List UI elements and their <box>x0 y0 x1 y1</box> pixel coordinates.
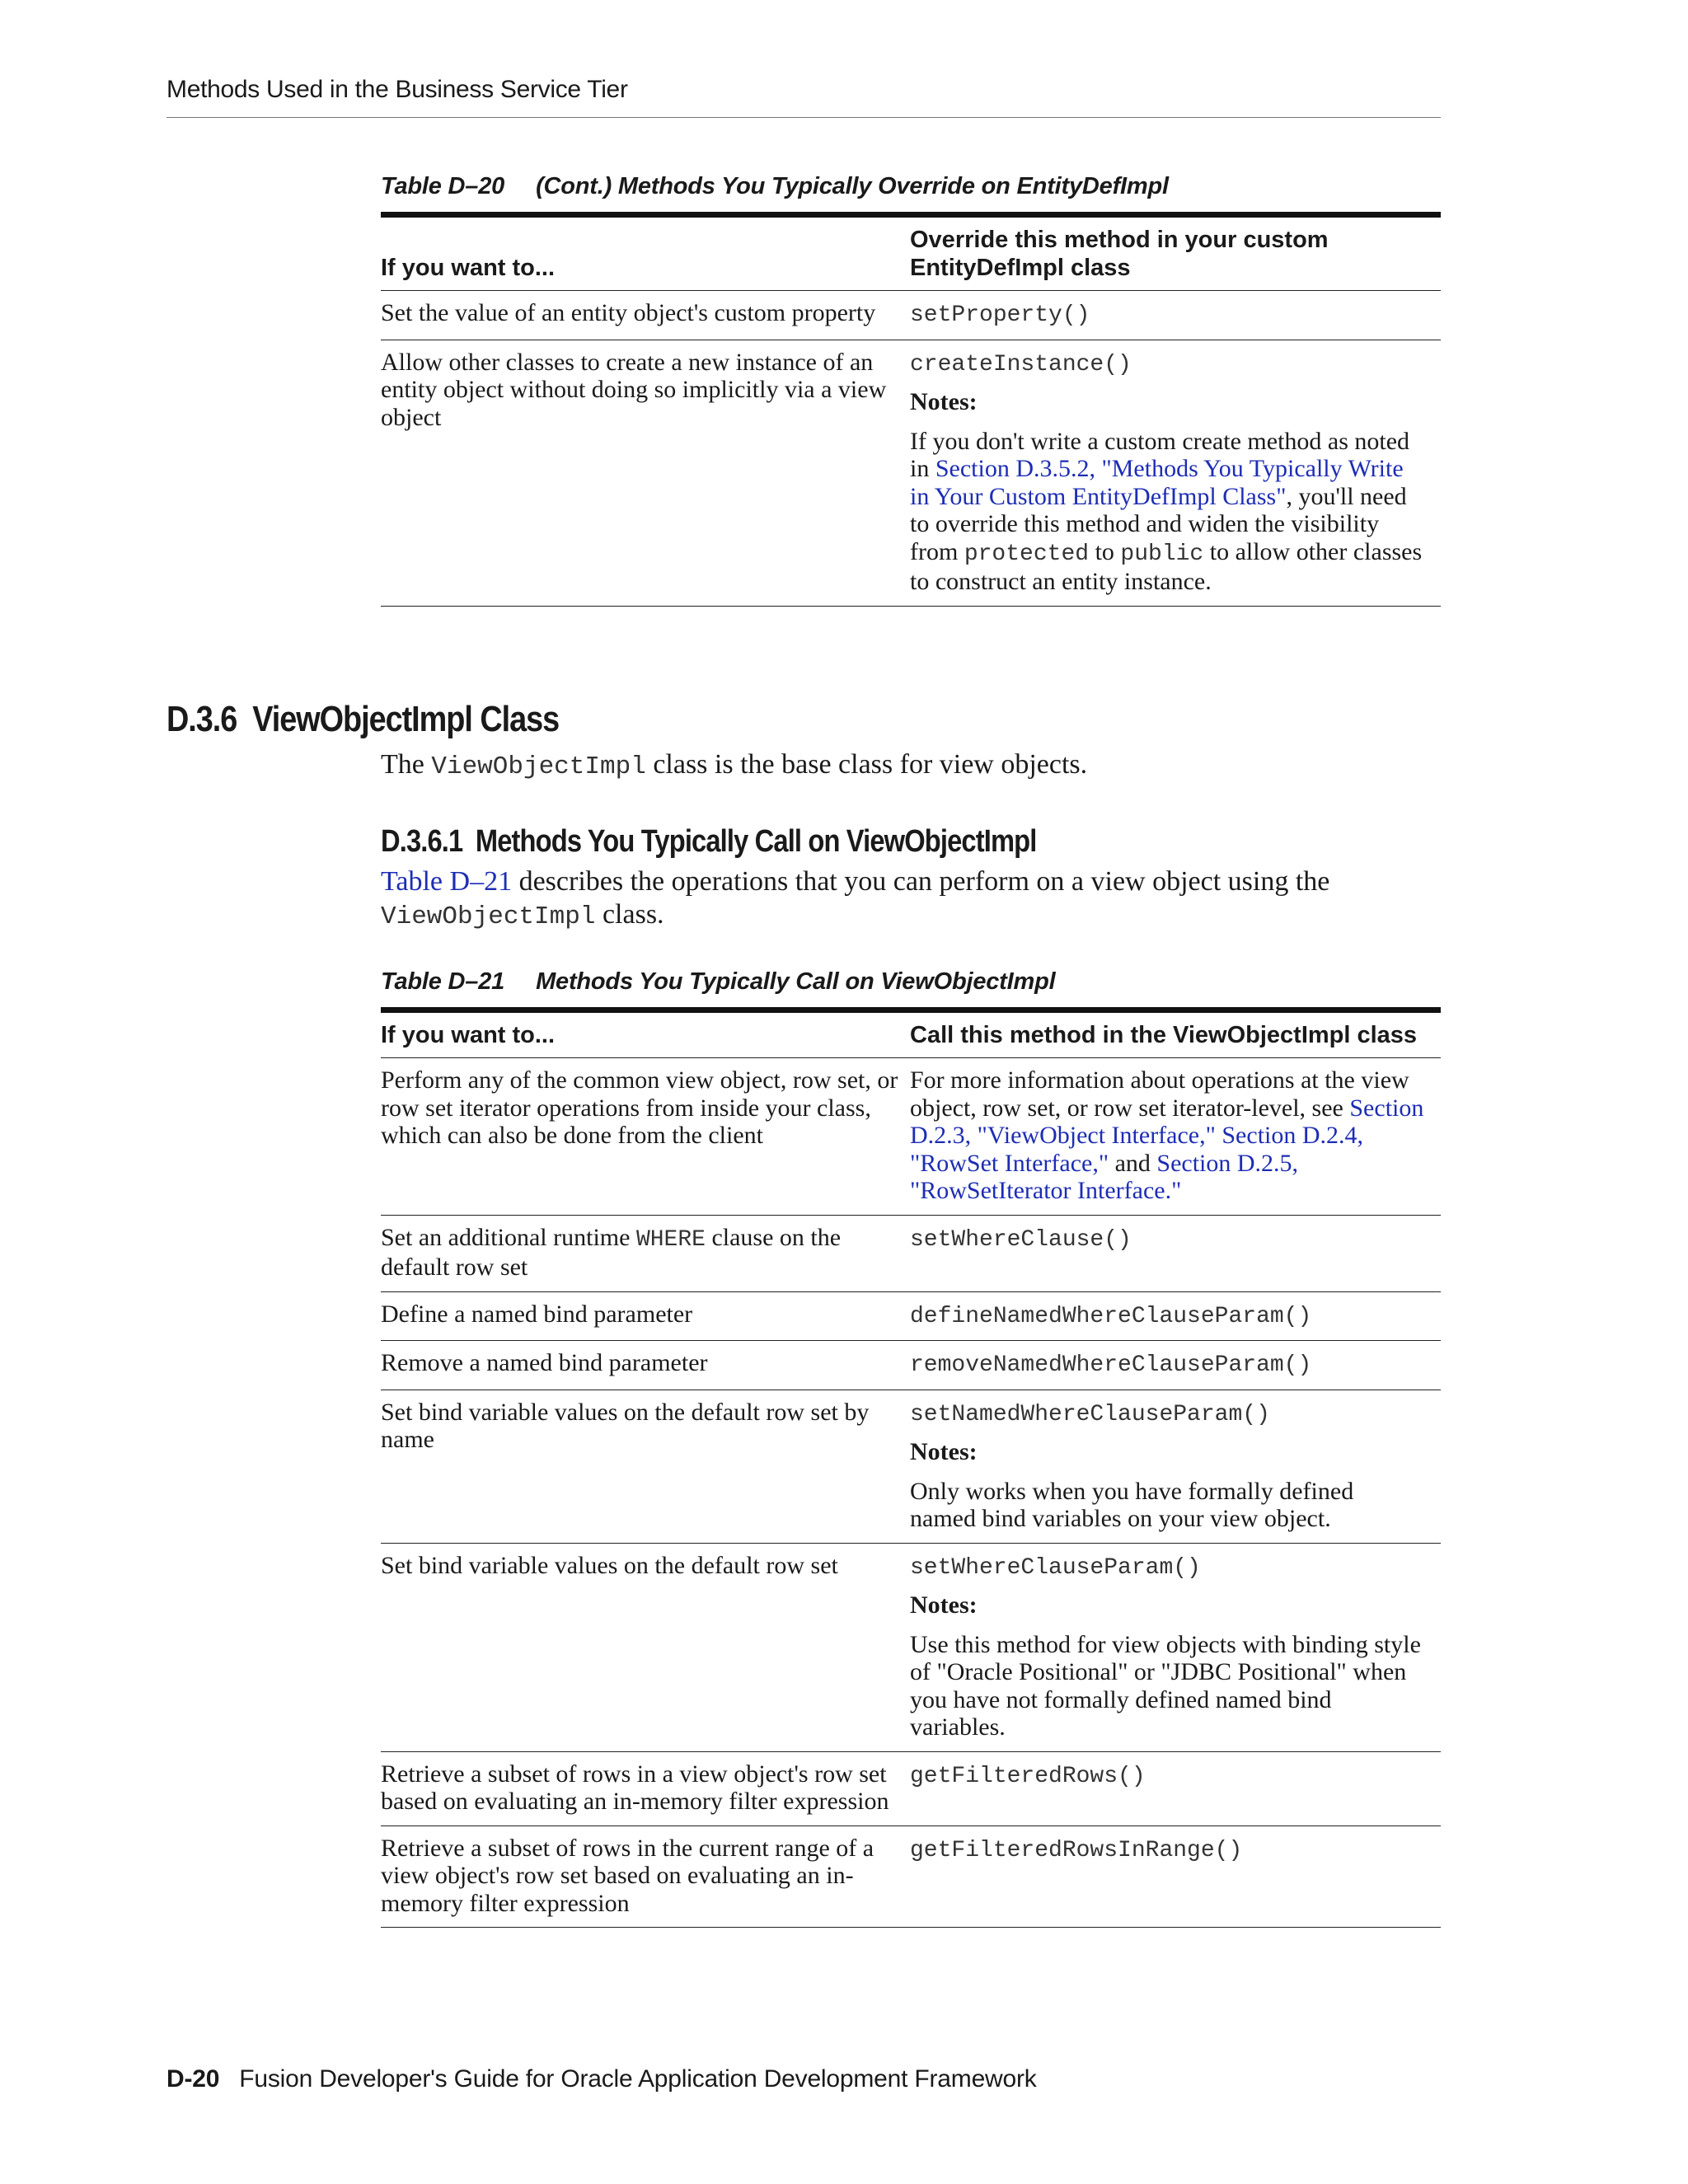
section-intro-paragraph <box>381 748 1441 784</box>
section-number: D.3.6 <box>166 699 237 739</box>
cross-reference-link[interactable]: Section D.3.5.2, "Methods You Typically Write in Your Custom EntityDefImpl Class" <box>910 455 1404 510</box>
note-fragment: to <box>1089 537 1121 565</box>
notes-label: Notes: <box>910 388 978 415</box>
method-name: removeNamedWhereClauseParam() <box>910 1352 1312 1378</box>
table-cell: Remove a named bind parameter <box>381 1341 910 1390</box>
text-fragment: clause on the default row set <box>381 1223 842 1281</box>
method-name: setWhereClause() <box>910 1226 1132 1253</box>
section-title: ViewObjectImpl Class <box>252 699 560 739</box>
table-d21-block <box>381 968 1441 1928</box>
note-fragment: to allow other classes to construct an entity instance. <box>910 537 1423 595</box>
inline-code: protected <box>964 541 1090 567</box>
method-name: defineNamedWhereClauseParam() <box>910 1303 1312 1329</box>
notes-label: Notes: <box>910 1438 978 1465</box>
table-cell: Allow other classes to create a new instance of an entity object without doing so implicitly via a view object <box>381 340 910 606</box>
table-row <box>381 1341 1441 1390</box>
note-text: Use this method for view objects with binding style of "Oracle Positional" or "JDBC Positional" when you have not formally defined named bind variables. <box>910 1630 1421 1741</box>
table-caption-title: Methods You Typically Call on ViewObjectImpl <box>536 968 1056 995</box>
subsection-title: Methods You Typically Call on ViewObjectImpl <box>475 824 1037 859</box>
cross-reference-link[interactable]: Section D.2.5, "RowSetIterator Interface." <box>910 1149 1299 1204</box>
note-fragment: If you don't write a custom create method as noted in <box>910 427 1410 482</box>
column-header: If you want to... <box>381 1010 910 1058</box>
method-name: setNamedWhereClauseParam() <box>910 1401 1270 1427</box>
table-cell <box>910 1341 1441 1390</box>
method-name: getFilteredRows() <box>910 1763 1146 1789</box>
inline-code: ViewObjectImpl <box>381 902 596 931</box>
column-header: If you want to... <box>381 215 910 291</box>
table-row <box>381 1291 1441 1341</box>
text-fragment: class. <box>595 899 664 930</box>
table-row <box>381 1390 1441 1543</box>
note-text <box>910 428 1424 596</box>
inline-code: public <box>1120 541 1204 567</box>
subsection-body <box>381 865 1441 934</box>
table-cell <box>910 291 1441 340</box>
table-cell <box>910 1825 1441 1928</box>
method-name: createInstance() <box>910 351 1132 377</box>
table-cell <box>381 1215 910 1291</box>
text-fragment: The <box>381 749 432 780</box>
text-fragment: For more information about operations at the view object, row set, or row set iterator-level, see <box>910 1066 1409 1122</box>
subsection-heading-block <box>381 824 1441 860</box>
text-fragment: Set an additional runtime <box>381 1223 636 1251</box>
running-header: Methods Used in the Business Service Tier <box>166 76 1441 118</box>
book-title: Fusion Developer's Guide for Oracle Application Development Framework <box>239 2065 1037 2093</box>
method-name: setWhereClauseParam() <box>910 1554 1201 1581</box>
subsection-heading <box>381 824 1292 860</box>
methods-table-d21 <box>381 1007 1441 1928</box>
table-row <box>381 340 1441 606</box>
subsection-number: D.3.6.1 <box>381 824 463 859</box>
method-name: setProperty() <box>910 302 1090 328</box>
table-cell <box>910 1390 1441 1543</box>
table-cell <box>910 1215 1441 1291</box>
note-fragment: , you'll need to override this method and widen the visibility from <box>910 482 1407 565</box>
table-cell: Define a named bind parameter <box>381 1291 910 1341</box>
table-header-row <box>381 215 1441 291</box>
table-caption-number: Table D–21 <box>381 968 505 995</box>
table-reference-link[interactable]: Table D–21 <box>381 866 513 897</box>
table-cell: Set bind variable values on the default row set <box>381 1543 910 1751</box>
table-row <box>381 1215 1441 1291</box>
table-d20-block <box>381 173 1441 607</box>
section-heading <box>166 699 559 740</box>
cross-reference-link[interactable]: Section D.2.4, "RowSet Interface," <box>910 1122 1364 1177</box>
table-cell <box>910 1058 1441 1216</box>
table-cell: Set the value of an entity object's custom property <box>381 291 910 340</box>
table-header-row <box>381 1010 1441 1058</box>
inline-code: WHERE <box>635 1226 706 1253</box>
page-number: D-20 <box>166 2065 220 2093</box>
method-name: getFilteredRowsInRange() <box>910 1837 1243 1863</box>
table-cell: Perform any of the common view object, row set, or row set iterator operations from inside your class, which can also be done from the client <box>381 1058 910 1216</box>
subsection-paragraph <box>381 865 1441 934</box>
table-row <box>381 291 1441 340</box>
cross-reference-link[interactable]: Section D.2.3, "ViewObject Interface," <box>910 1094 1424 1149</box>
table-caption-number: Table D–20 <box>381 173 505 199</box>
table-row <box>381 1825 1441 1928</box>
text-fragment: class is the base class for view objects. <box>645 749 1088 780</box>
column-header: Call this method in the ViewObjectImpl class <box>910 1010 1441 1058</box>
page-footer <box>166 2065 1037 2093</box>
table-caption <box>381 173 1441 200</box>
table-caption <box>381 968 1441 996</box>
note-text: Only works when you have formally defined named bind variables on your view object. <box>910 1477 1354 1532</box>
notes-label: Notes: <box>910 1591 978 1619</box>
table-cell <box>910 1543 1441 1751</box>
table-row <box>381 1058 1441 1216</box>
table-cell: Retrieve a subset of rows in the current range of a view object's row set based on evaluating an in-memory filter expression <box>381 1825 910 1928</box>
text-fragment: and <box>1109 1149 1157 1177</box>
methods-table-d20 <box>381 212 1441 607</box>
column-header: Override this method in your custom EntityDefImpl class <box>910 215 1441 291</box>
section-intro <box>381 748 1441 784</box>
table-cell <box>910 1751 1441 1825</box>
inline-code: ViewObjectImpl <box>431 752 646 781</box>
table-row <box>381 1751 1441 1825</box>
table-cell: Retrieve a subset of rows in a view object's row set based on evaluating an in-memory filter expression <box>381 1751 910 1825</box>
table-caption-title: (Cont.) Methods You Typically Override on EntityDefImpl <box>536 173 1169 199</box>
table-row <box>381 1543 1441 1751</box>
table-cell <box>910 340 1441 606</box>
text-fragment: describes the operations that you can perform on a view object using the <box>512 866 1330 897</box>
table-cell <box>910 1291 1441 1341</box>
table-cell: Set bind variable values on the default row set by name <box>381 1390 910 1543</box>
